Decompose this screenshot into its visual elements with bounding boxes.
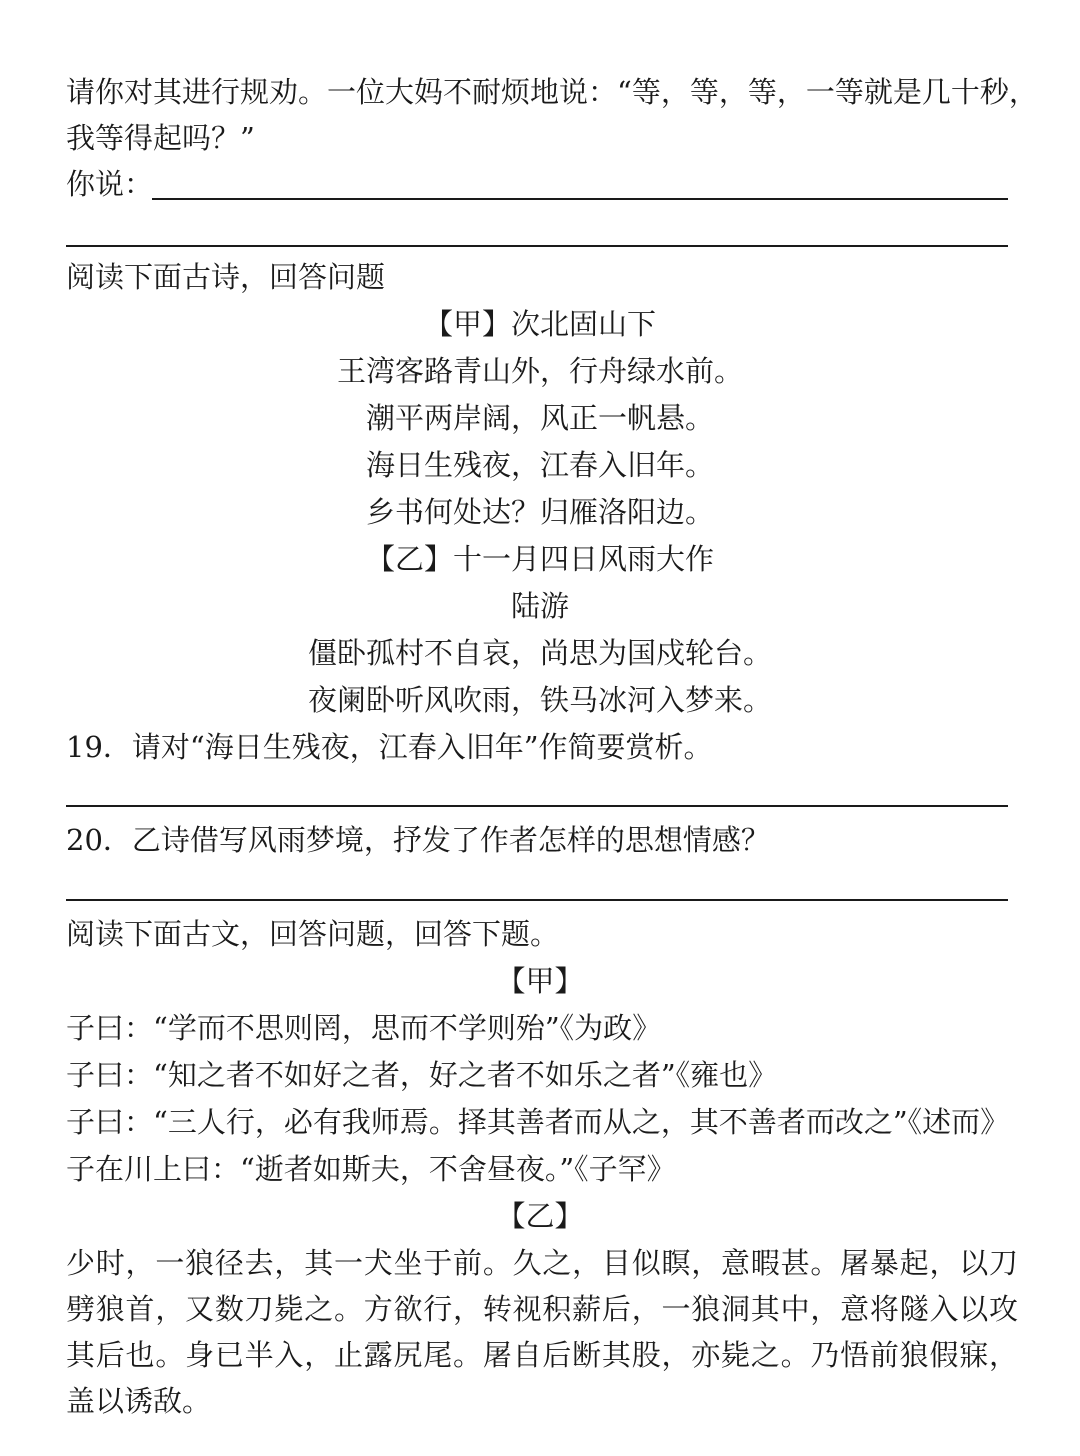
poem-section-heading: 阅读下面古诗，回答问题	[66, 260, 386, 294]
poem-b-author: 陆游	[510, 589, 569, 623]
poem-a-line: 王湾客路青山外，行舟绿水前。	[336, 354, 743, 388]
poem-a-line: 海日生残夜，江春入旧年。	[365, 448, 714, 482]
poem-a-title: 【甲】次北固山下	[423, 307, 656, 341]
prose-a-line: 子曰：“学而不思则罔，思而不学则殆”《为政》	[66, 1011, 662, 1045]
answer-line-q19[interactable]	[66, 805, 1008, 807]
poem-a-line: 乡书何处达？归雁洛阳边。	[365, 495, 714, 529]
answer-line-1[interactable]	[152, 198, 1008, 200]
prose-b-label: 【乙】	[496, 1199, 584, 1233]
prose-a-label: 【甲】	[496, 964, 584, 998]
poem-b-line: 僵卧孤村不自哀，尚思为国戍轮台。	[307, 636, 772, 670]
you-say-label: 你说：	[66, 167, 154, 201]
prompt-line-1: 请你对其进行规劝。一位大妈不耐烦地说：“等，等，等，一等就是几十秒，	[66, 75, 1038, 109]
prose-a-line: 子曰：“三人行，必有我师焉。择其善者而从之，其不善者而改之”《述而》	[66, 1105, 1010, 1139]
question-19: 19．请对“海日生残夜，江春入旧年”作简要赏析。	[66, 730, 713, 764]
poem-b-title: 【乙】十一月四日风雨大作	[365, 542, 714, 576]
poem-b-line: 夜阑卧听风吹雨，铁马冰河入梦来。	[307, 683, 772, 717]
prose-a-line: 子在川上曰：“逝者如斯夫，不舍昼夜。”《子罕》	[66, 1152, 676, 1186]
prose-section-heading: 阅读下面古文，回答问题，回答下题。	[66, 917, 560, 951]
poem-a-line: 潮平两岸阔，风正一帆悬。	[365, 401, 714, 435]
prose-b-paragraph: 少时，一狼径去，其一犬坐于前。久之，目似瞑，意暇甚。屠暴起，以刀劈狼首，又数刀毙之。方欲行，转视积薪后，一狼洞其中，意将隧入以攻其后也。身已半入，止露尻尾。屠自后断其股，亦毙之。乃悟前狼假寐，盖以诱敌。	[66, 1246, 1018, 1418]
answer-line-2[interactable]	[66, 245, 1008, 247]
answer-line-q20[interactable]	[66, 899, 1008, 901]
prose-a-line: 子曰：“知之者不如好之者，好之者不如乐之者”《雍也》	[66, 1058, 778, 1092]
question-20: 20．乙诗借写风雨梦境，抒发了作者怎样的思想情感？	[66, 823, 770, 857]
prompt-line-2: 我等得起吗？”	[66, 121, 255, 155]
